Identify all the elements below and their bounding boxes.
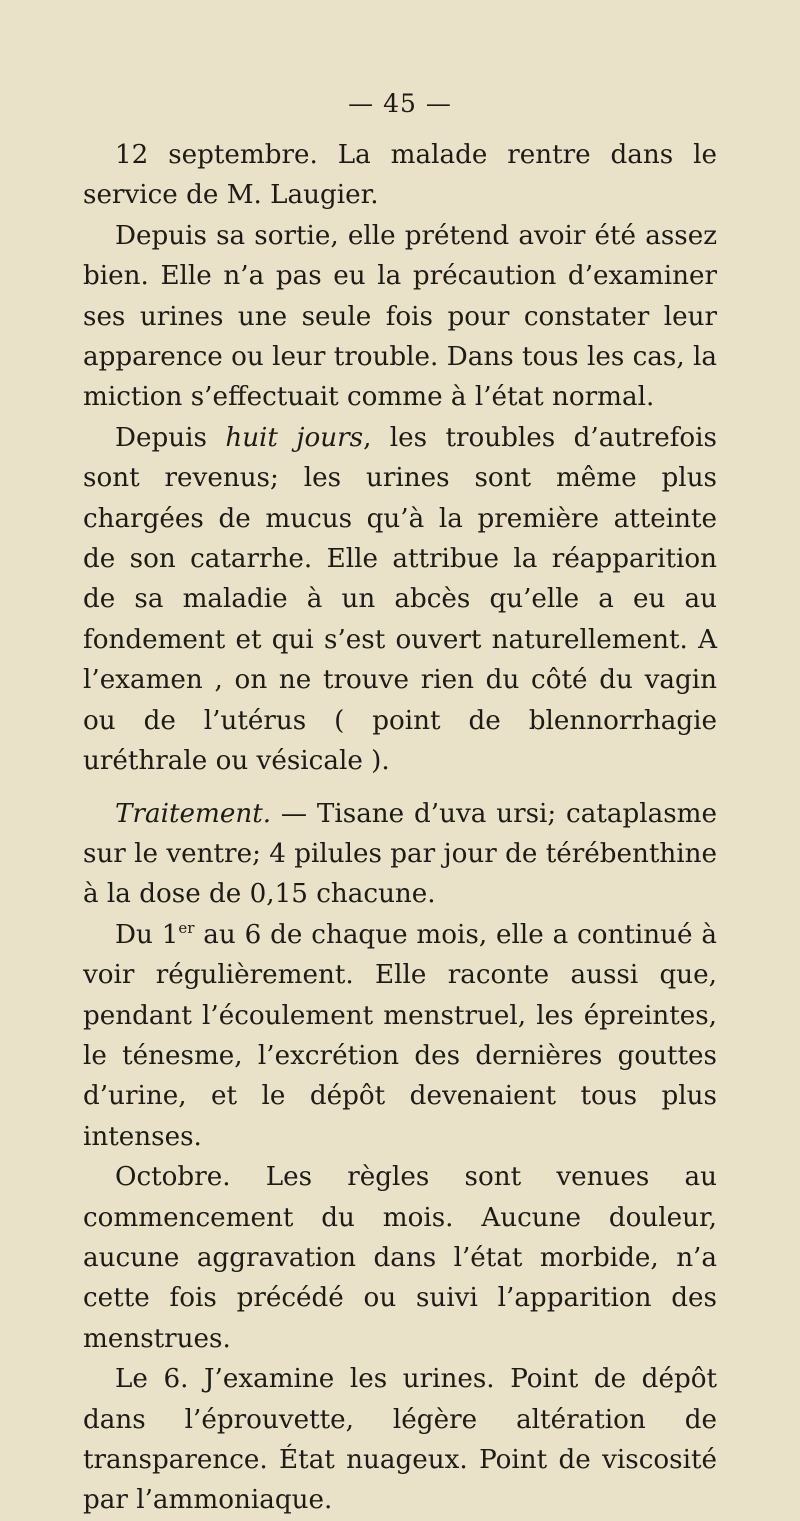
paragraph-traitement <box>83 794 717 915</box>
italic-emphasis: huit jours <box>225 422 364 453</box>
text-fragment: , les troubles d’autrefois sont revenus; les urines sont même plus chargées de mucus qu’à la première atteinte de son catarrhe. Elle attribue la réapparition de sa maladie à un abcès qu’elle a eu au fondement et qui s’est ouvert naturellement. A l’examen , on ne trouve rien du côté du vagin ou de l’utérus ( point de blennorrhagie uréthrale ou vésicale ). <box>83 422 717 777</box>
paragraph-octobre: Octobre. Les règles sont venues au commencement du mois. Aucune douleur, aucune aggravation dans l’état morbide, n’a cette fois précédé ou suivi l’apparition des menstrues. <box>83 1162 717 1354</box>
superscript: er <box>178 918 195 937</box>
text-fragment: — Tisane d’uva ursi; cataplasme sur le ventre; 4 pilules par jour de térébenthine à la dose de 0,15 chacune. <box>83 798 717 910</box>
text-fragment: Depuis <box>115 422 226 453</box>
body-text <box>83 135 717 1521</box>
page-number: — 45 — <box>348 89 452 118</box>
text-fragment: Du 1 <box>115 919 179 950</box>
paragraph-depuis-huit-jours <box>83 418 717 782</box>
section-heading-italic: Traitement. <box>115 798 272 829</box>
paragraph-depuis-sa-sortie: Depuis sa sortie, elle prétend avoir été assez bien. Elle n’a pas eu la précaution d’examiner ses urines une seule fois pour constater leur apparence ou leur trouble. Dans tous les cas, la miction s’effectuait comme à l’état normal. <box>83 220 717 413</box>
paragraph-du-1er <box>83 915 717 1157</box>
paragraph-le-6: Le 6. J’examine les urines. Point de dépôt dans l’éprouvette, légère altération de transparence. État nuageux. Point de viscosité par l’ammoniaque. <box>83 1364 717 1516</box>
paragraph-12-septembre: 12 septembre. La malade rentre dans le service de M. Laugier. <box>83 140 717 211</box>
text-fragment: au 6 de chaque mois, elle a continué à voir régulièrement. Elle raconte aussi que, pendant l’écoulement menstruel, les épreintes, le ténesme, l’excrétion des dernières gouttes d’urine, et le dépôt devenaient tous plus intenses. <box>83 919 717 1152</box>
